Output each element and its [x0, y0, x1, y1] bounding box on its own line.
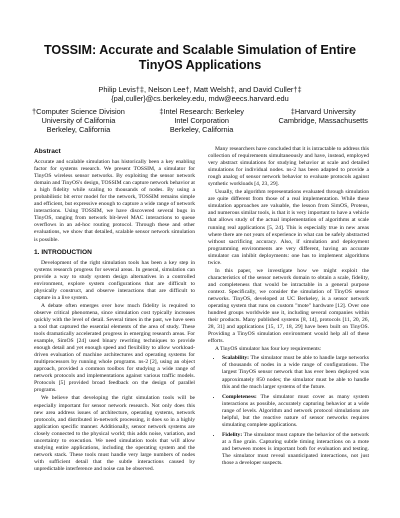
requirement-term: Scalability:	[222, 355, 250, 362]
requirement-text: The simulator must be able to handle large networks of thousands of nodes in a wide range of configurations. The largest TinyOS sensor network that has ever been deployed was approximately 850 nodes; the simulator must be able to handle this and the much larger systems of the future.	[222, 355, 369, 390]
title-line-1: TOSSIM: Accurate and Scalable Simulation of Entire	[43, 43, 357, 57]
introduction-heading: 1. INTRODUCTION	[34, 248, 92, 256]
requirement-text: The simulator must cover as many system interactions as possible, accurately capturing behavior at a wide range of levels. Algorithm and network protocol simulations are helpful, but the reactive nature of sensor networks requires simulating complete applications.	[222, 393, 369, 428]
list-item	[222, 394, 369, 429]
intro-paragraph-2: A debate often emerges over how much fidelity is required to observe critical phenomena, since simulation cost typically increases quickly with the level of detail. Several times in the past, we have seen a tool that captured the essential elements of the area of study. These tools dramatically accelerated progress in emerging research areas. For example, SimOS [24] used binary rewriting techniques to provide enough detail and yet enough speed and flexibility to allow workload-driven evaluation of machine architectures and operating systems for multiprocessors by running whole programs. ns-2 [2], using an object approach, provided a common toolbox for studying a wide range of network protocols and implementations against various traffic models. Protocols [5] provided broad feedback on the design of parallel programs.	[34, 302, 195, 394]
requirement-term: Fidelity:	[222, 431, 243, 438]
abstract-text: Accurate and scalable simulation has historically been a key enabling factor for systems research. We present TOSSIM, a simulator for TinyOS wireless sensor networks. By exploiting the sensor network domain and TinyOS's design, TOSSIM can capture network behavior at a high fidelity while scaling to thousands of nodes. By using a probabilistic bit error model for the network, TOSSIM remains simple and efficient, but expressive enough to capture a wide range of network interactions. Using TOSSIM, we have discovered several bugs in TinyOS, ranging from network bit-level MAC interactions to queue overflows in an ad-hoc routing protocol. Through these and other evaluations, we show that detailed, scalable sensor network simulation is possible.	[34, 159, 195, 243]
author-list: Philip Levis†‡, Nelson Lee†, Matt Welsh‡, and David Culler†‡	[98, 85, 302, 94]
right-column	[208, 146, 369, 470]
abstract-heading: Abstract	[34, 148, 61, 155]
affiliations	[32, 107, 368, 134]
right-paragraph-4: A TinyOS simulator has four key requirements:	[215, 346, 322, 353]
list-item	[222, 355, 369, 390]
left-column	[34, 146, 195, 474]
affiliation-harvard: ‡Harvard University Cambridge, Massachusetts	[278, 107, 368, 125]
author-emails: {pal,culler}@cs.berkeley.edu, mdw@eecs.harvard.edu	[111, 94, 289, 103]
right-paragraph-1: Many researchers have concluded that it is intractable to address this collection of requirements simultaneously and have, instead, employed very abstract simulations for studying behavior at scale and detailed simulations for individual nodes. ns-2 has been adapted to provide a rough analog of sensor network behavior to evaluate protocols against synthetic workloads [4, 23, 29].	[208, 146, 369, 188]
right-paragraph-3: In this paper, we investigate how we might exploit the characteristics of the sensor network domain to obtain a scale, fidelity, and completeness that would be intractable in a general purpose context. Specifically, we consider the simulation of TinyOS sensor networks. TinyOS, developed at UC Berkeley, is a sensor network operating system that runs on custom "mote" hardware [12]. Over one hundred groups worldwide use it, including several companies within their products. Many published systems [8, 14], protocols [11, 20, 26, 28, 31] and applications [15, 17, 18, 29] have been built on TinyOS. Providing a TinyOS simulation environment would help all of these efforts.	[208, 267, 369, 345]
list-item	[222, 432, 369, 467]
paper-title	[0, 43, 400, 73]
title-line-2: TinyOS Applications	[138, 58, 262, 72]
intro-paragraph-1: Development of the right simulation tools has been a key step in systems research progress for several areas. In general, simulation can provide a way to study system design alternatives in a controlled environment, explore system configurations that are difficult to physically construct, and observe interactions that are difficult to capture in a live system.	[34, 259, 195, 301]
affiliation-intel: ‡Intel Research: Berkeley Intel Corporation Berkeley, California	[159, 107, 244, 134]
requirement-text: The simulator must capture the behavior of the network at a fine grain. Capturing subtle timing interactions on a mote and between motes is important both for evaluation and testing. The simulator must reveal unanticipated interactions, not just those a developer suspects.	[222, 431, 369, 467]
right-paragraph-2: Usually, the algorithm representations evaluated through simulation are quite different from those of a real implementation. While these simulation approaches are valuable, the lesson from SimOS, Proteus, and numerous similar tools, is that it is very important to have a vehicle that allows study of the actual implementation of algorithms at scale running real applications [5, 24]. This is especially true in new areas where there are not years of experience in what can be safely abstracted without sacrificing accuracy. Also, if simulation and deployment programming environments are very different, having an accurate simulator can inhibit deployments: one has to implement algorithms twice.	[208, 189, 369, 266]
intro-paragraph-3: We believe that developing the right simulation tools will be especially important for sensor network research. Not only does this new area address issues of architecture, operating systems, network protocols, and distributed in-network processing, it does so in a highly application specific manner. Additionally, sensor network systems are closely connected to the physical world; this adds noise, variation, and uncertainty to execution. We need simulation tools that will allow studying entire applications, including the operating system and the network stack. These tools must handle very large numbers of nodes with sufficient detail that the subtle interactions caused by unpredictable interference and noise can be observed.	[34, 395, 195, 472]
requirement-term: Completeness:	[222, 393, 257, 400]
requirements-list	[208, 355, 369, 467]
affiliation-berkeley: †Computer Science Division University of California Berkeley, California	[32, 107, 125, 134]
